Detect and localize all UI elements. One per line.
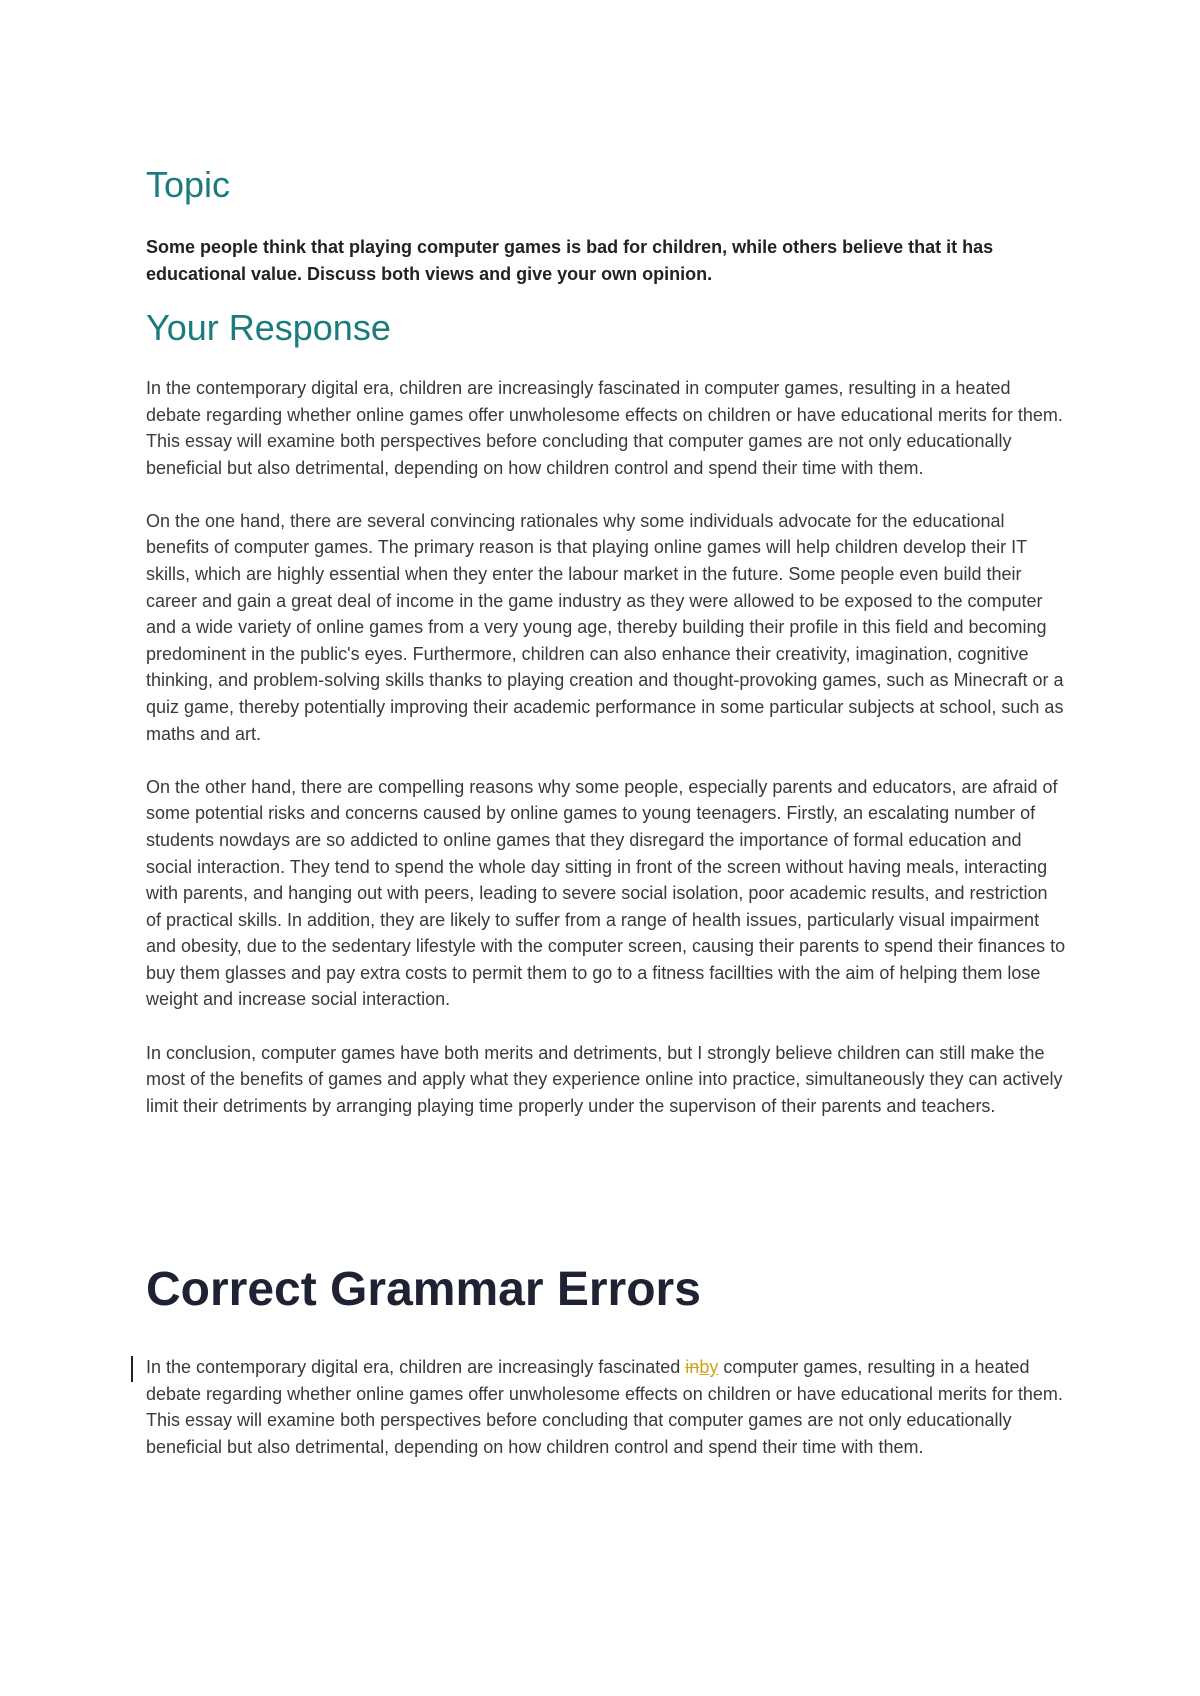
- corrected-paragraph[interactable]: [146, 1354, 1066, 1460]
- response-heading: Your Response: [146, 307, 391, 348]
- removed-word[interactable]: in: [685, 1357, 700, 1377]
- grammar-heading: Correct Grammar Errors: [146, 1263, 701, 1316]
- text-cursor: [131, 1356, 133, 1382]
- topic-prompt: Some people think that playing computer games is bad for children, while others believe that it has educational value. Discuss both views and give your own opinion.: [146, 237, 994, 284]
- essay-paragraph-conclusion: In conclusion, computer games have both merits and detriments, but I strongly believe children can still make the most of the benefits of games and apply what they experience online into practice, simultaneously they can actively limit their detriments by arranging playing time properly under the supervison of their parents and teachers.: [146, 1042, 1063, 1116]
- corrected-text-after: computer games, resulting in a heated debate regarding whether online games offer unwholesome effects on children or have educational merits for them. This essay will examine both perspectives before concluding that computer games are not only educationally beneficial but also detrimental, depending on how children control and spend their time with them.: [146, 1357, 1063, 1457]
- essay-body: [146, 375, 1066, 1146]
- essay-paragraph-drawbacks: On the other hand, there are compelling reasons why some people, especially parents and educators, are afraid of some potential risks and concerns caused by online games to young teenagers. Firstly, an escalating number of students nowdays are so addicted to online games that they disregard the importance of formal education and social interaction. They tend to spend the whole day sitting in front of the screen without having meals, interacting with parents, and hanging out with peers, leading to severe social isolation, poor academic results, and restriction of practical skills. In addition, they are likely to suffer from a range of health issues, particularly visual impairment and obesity, due to the sedentary lifestyle with the computer screen, causing their parents to spend their finances to buy them glasses and pay extra costs to permit them to go to a fitness facillties with the aim of helping them lose weight and increase social interaction.: [146, 776, 1066, 1010]
- corrected-text-before: In the contemporary digital era, children are increasingly fascinated: [146, 1357, 686, 1377]
- essay-paragraph-benefits: On the one hand, there are several convincing rationales why some individuals advocate for the educational benefits of computer games. The primary reason is that playing online games will help children develop their IT skills, which are highly essential when they enter the labour market in the future. Some people even build their career and gain a great deal of income in the game industry as they were allowed to be exposed to the computer and a wide variety of online games from a very young age, thereby building their profile in this field and becoming predominent in the public's eyes. Furthermore, children can also enhance their creativity, imagination, cognitive thinking, and problem-solving skills thanks to playing creation and thought-provoking games, such as Minecraft or a quiz game, thereby potentially improving their academic performance in some particular subjects at school, such as maths and art.: [146, 510, 1064, 744]
- corrected-text[interactable]: [146, 1354, 1066, 1487]
- essay-paragraph-intro: In the contemporary digital era, children are increasingly fascinated in computer games, resulting in a heated debate regarding whether online games offer unwholesome effects on children or have educational merits for them. This essay will examine both perspectives before concluding that computer games are not only educationally beneficial but also detrimental, depending on how children control and spend their time with them.: [146, 378, 1063, 478]
- topic-heading: Topic: [146, 164, 231, 205]
- added-word[interactable]: by: [699, 1357, 719, 1377]
